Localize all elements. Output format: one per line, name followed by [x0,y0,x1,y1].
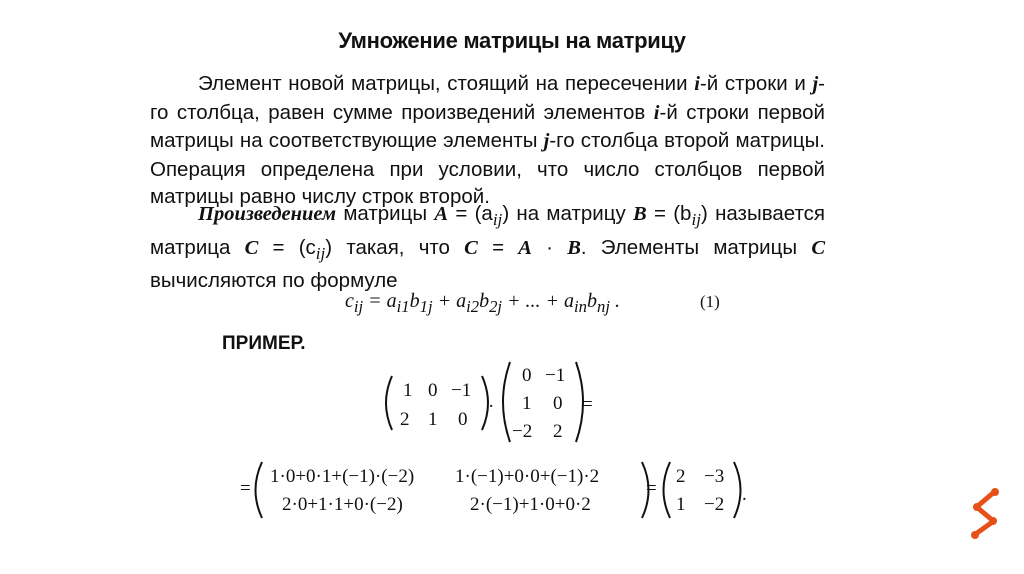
text: Элемент новой матрицы, стоящий на пересечении [198,72,695,95]
matrix-a-cell: 1 [403,380,413,401]
var-C: C [811,236,825,259]
matrix-b-cell: −1 [545,365,566,386]
matrix-a-cell: 0 [458,409,468,430]
matrix-b-cell: 1 [522,393,532,414]
f: = [363,290,387,312]
bracket-left [386,376,392,430]
f: in [574,297,587,316]
equals-sign: = [240,478,251,499]
bracket-left [503,362,510,442]
text: матрицы [336,202,435,225]
matrix-a-cell: 0 [428,380,438,401]
text: ) называется матрица [150,202,825,259]
matrix-b-cell: 0 [522,365,532,386]
text: ) на матрицу [502,202,633,225]
f: + [432,290,457,312]
bracket-left [664,462,671,518]
f: 1j [419,297,433,316]
matrix-a-cell: 1 [428,409,438,430]
bracket-right [734,462,741,518]
f: b [587,290,597,312]
equals-sign: = [646,478,657,499]
f: b [409,290,420,312]
page-title: Умножение матрицы на матрицу [338,28,686,53]
text: = (a [448,202,493,225]
text: = (c [258,235,316,259]
result-cell: −3 [704,466,725,487]
f: ij [353,297,364,316]
f: a [456,290,467,312]
f: i2 [466,297,480,316]
subscript: ij [691,210,701,230]
product-entry: 1·(−1)+0·0+(−1)·2 [455,466,600,487]
text: · [531,235,568,259]
text: -го столбца второй матрицы. Операция определена при условии, что число столбцов первой матрицы равно числу строк второй. [150,129,826,208]
subscript: ij [492,210,503,230]
f: + ... + [502,290,565,312]
f: nj [597,297,610,316]
term-product: Произведением [198,203,337,225]
var-C: C [244,236,259,259]
orange-chain-logo-icon[interactable] [965,487,1005,545]
var-C: C [464,236,478,259]
matrix-b-cell: 2 [553,421,563,442]
result-cell: 1 [676,494,686,515]
f: . [609,290,620,312]
text: ) такая, что [325,235,465,259]
subscript: ij [315,243,326,263]
product-entry: 2·0+1·1+0·(−2) [282,494,403,515]
text: -й строки и [699,72,813,95]
result-cell: −2 [704,494,725,515]
example-label: ПРИМЕР. [222,333,306,354]
f: c [345,290,354,312]
text: = (b [646,202,692,225]
dot-operator: · [488,396,495,417]
matrix-a-cell: 2 [400,409,410,430]
period: . [742,484,747,505]
text: -го столбца, равен сумме произведений элементов [150,72,825,124]
f: 2j [489,297,503,316]
matrix-b-cell: 0 [553,393,563,414]
product-entry: 1·0+0·1+(−1)·(−2) [270,466,415,487]
var-B: B [567,236,581,259]
text: . Элементы матрицы [580,235,812,259]
result-cell: 2 [676,466,686,487]
f: a [386,290,397,312]
var-B: B [633,203,647,225]
text: вычисляются по формуле [150,269,398,293]
index-j: j [812,73,819,95]
index-i: i [694,73,700,95]
matrix-b-cell: −2 [512,421,533,442]
equation-number: (1) [700,292,720,311]
text: = [477,235,519,259]
f: a [564,290,575,312]
index-j: j [543,130,550,152]
matrix-a-cell: −1 [451,380,472,401]
text: -й строки первой матрицы на соответствующие элементы [150,100,825,152]
equals-sign: = [582,394,593,415]
f: i1 [396,297,410,316]
f: b [479,290,490,312]
var-A: A [434,203,449,225]
bracket-left [256,462,263,518]
index-i: i [653,101,660,124]
product-entry: 2·(−1)+1·0+0·2 [470,494,591,515]
var-A: A [518,236,532,259]
